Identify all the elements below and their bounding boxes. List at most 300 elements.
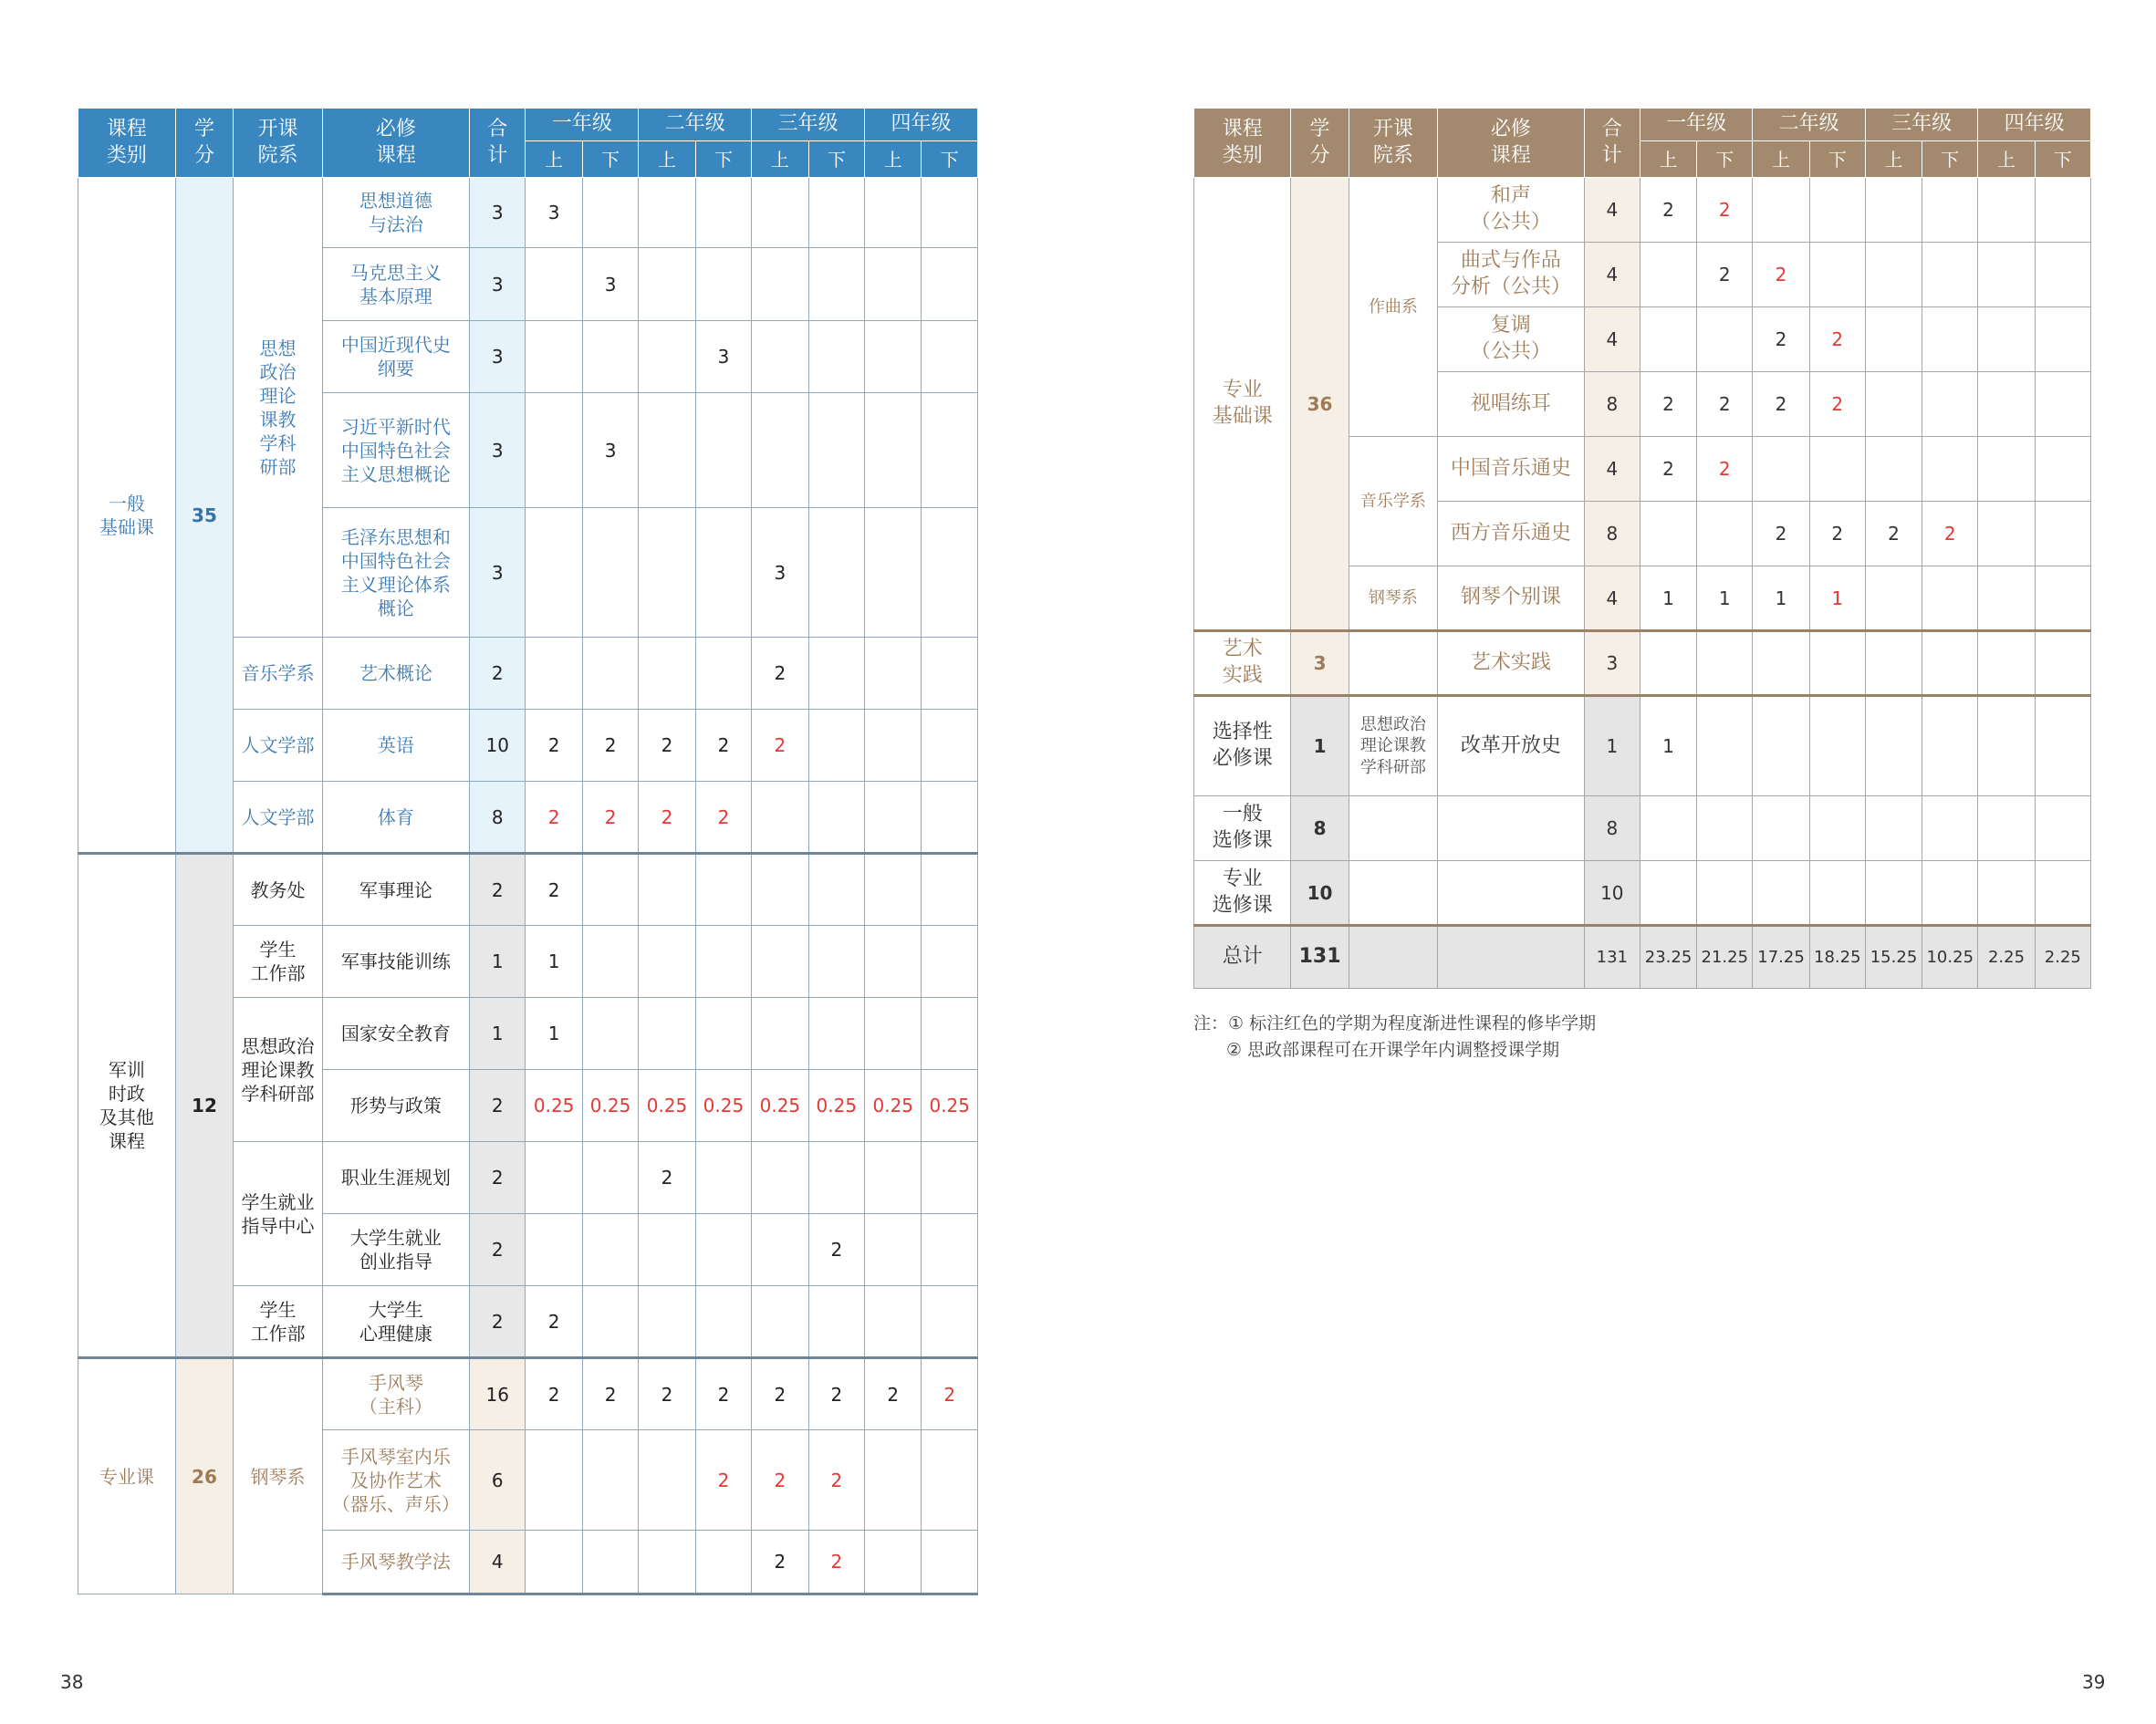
semester-cell — [1640, 796, 1696, 861]
course-cell: 大学生就业 创业指导 — [322, 1214, 469, 1286]
semester-cell — [639, 998, 695, 1070]
semester-cell: 2 — [582, 710, 638, 782]
summary-semester-cell: 23.25 — [1640, 926, 1696, 989]
summary-semester-cell: 15.25 — [1865, 926, 1922, 989]
course-cell: 手风琴教学法 — [322, 1531, 469, 1594]
semester-cell — [582, 178, 638, 248]
header-semester-6: 下 — [808, 141, 864, 178]
semester-cell: 3 — [582, 248, 638, 321]
semester-cell — [1865, 696, 1922, 796]
summary-semester-cell: 21.25 — [1697, 926, 1753, 989]
dept-cell — [1349, 796, 1437, 861]
semester-cell — [1697, 502, 1753, 566]
semester-cell — [2035, 566, 2090, 631]
semester-cell — [808, 508, 864, 638]
semester-cell — [2035, 696, 2090, 796]
semester-cell — [1697, 796, 1753, 861]
semester-cell — [1753, 861, 1809, 926]
semester-cell: 2 — [582, 782, 638, 854]
header-dept: 开课 院系 — [1349, 109, 1437, 178]
summary-semester-cell: 18.25 — [1809, 926, 1865, 989]
header-semester-4: 下 — [695, 141, 751, 178]
semester-cell — [865, 782, 922, 854]
total-cell: 3 — [469, 393, 525, 508]
semester-cell: 2 — [695, 1430, 751, 1531]
semester-cell: 0.25 — [752, 1070, 808, 1142]
semester-cell — [582, 926, 638, 998]
semester-cell — [1809, 796, 1865, 861]
semester-cell — [1753, 796, 1809, 861]
credit-cell: 12 — [175, 854, 233, 1358]
semester-cell — [922, 782, 978, 854]
course-cell: 曲式与作品 分析（公共） — [1438, 243, 1585, 307]
semester-cell — [1978, 502, 2035, 566]
semester-cell: 2 — [1865, 502, 1922, 566]
semester-cell — [1640, 502, 1696, 566]
semester-cell — [922, 854, 978, 926]
semester-cell — [752, 926, 808, 998]
semester-cell — [752, 1286, 808, 1358]
total-cell: 3 — [469, 178, 525, 248]
semester-cell — [526, 638, 582, 710]
semester-cell — [865, 1531, 922, 1594]
header-year-4: 四年级 — [1978, 109, 2091, 141]
total-cell: 4 — [1584, 566, 1640, 631]
semester-cell — [1978, 243, 2035, 307]
semester-cell — [582, 321, 638, 393]
total-cell: 4 — [1584, 437, 1640, 502]
dept-cell: 作曲系 — [1349, 178, 1437, 437]
semester-cell — [1809, 696, 1865, 796]
credit-cell: 3 — [1291, 631, 1349, 696]
total-cell: 4 — [469, 1531, 525, 1594]
semester-cell: 0.25 — [582, 1070, 638, 1142]
semester-cell — [639, 1430, 695, 1531]
semester-cell — [1697, 631, 1753, 696]
semester-cell: 2 — [752, 638, 808, 710]
summary-semester-cell: 17.25 — [1753, 926, 1809, 989]
course-cell: 和声 （公共） — [1438, 178, 1585, 243]
semester-cell — [526, 508, 582, 638]
course-cell: 国家安全教育 — [322, 998, 469, 1070]
header-total: 合 计 — [1584, 109, 1640, 178]
semester-cell — [695, 248, 751, 321]
total-cell: 8 — [1584, 502, 1640, 566]
semester-cell — [752, 1142, 808, 1214]
header-semester-2: 下 — [582, 141, 638, 178]
semester-cell: 1 — [1697, 566, 1753, 631]
semester-cell — [2035, 372, 2090, 437]
summary-label: 总计 — [1194, 926, 1291, 989]
dept-cell: 教务处 — [234, 854, 323, 926]
semester-cell — [582, 508, 638, 638]
category-cell: 专业 基础课 — [1194, 178, 1291, 631]
header-semester-2: 下 — [1697, 141, 1753, 178]
curriculum-table-left — [78, 108, 978, 1595]
semester-cell — [922, 1214, 978, 1286]
course-cell: 大学生 心理健康 — [322, 1286, 469, 1358]
semester-cell — [526, 1531, 582, 1594]
semester-cell — [526, 1214, 582, 1286]
summary-credit: 131 — [1291, 926, 1349, 989]
semester-cell — [1697, 861, 1753, 926]
dept-cell: 钢琴系 — [1349, 566, 1437, 631]
semester-cell — [808, 854, 864, 926]
semester-cell — [1809, 437, 1865, 502]
header-course: 必修 课程 — [1438, 109, 1585, 178]
total-cell: 2 — [469, 1142, 525, 1214]
semester-cell — [1922, 796, 1978, 861]
semester-cell — [1922, 178, 1978, 243]
total-cell: 1 — [1584, 696, 1640, 796]
semester-cell: 3 — [695, 321, 751, 393]
semester-cell: 2 — [752, 1531, 808, 1594]
header-credit: 学 分 — [1291, 109, 1349, 178]
semester-cell: 3 — [582, 393, 638, 508]
total-cell: 1 — [469, 998, 525, 1070]
header-semester-3: 上 — [639, 141, 695, 178]
semester-cell — [1809, 631, 1865, 696]
dept-cell: 人文学部 — [234, 710, 323, 782]
semester-cell: 2 — [1753, 372, 1809, 437]
semester-cell — [752, 248, 808, 321]
total-cell: 4 — [1584, 178, 1640, 243]
semester-cell — [808, 248, 864, 321]
semester-cell — [1922, 696, 1978, 796]
total-cell: 2 — [469, 638, 525, 710]
footnote-line-2: ② 思政部课程可在开课学年内调整授课学期 — [1226, 1040, 1560, 1060]
course-cell: 中国音乐通史 — [1438, 437, 1585, 502]
header-category: 课程 类别 — [78, 109, 176, 178]
semester-cell — [865, 508, 922, 638]
semester-cell: 0.25 — [526, 1070, 582, 1142]
course-cell: 军事技能训练 — [322, 926, 469, 998]
total-cell: 10 — [1584, 861, 1640, 926]
category-cell: 选择性 必修课 — [1194, 696, 1291, 796]
dept-cell: 思想政治 理论课教 学科研部 — [234, 998, 323, 1142]
semester-cell — [1922, 243, 1978, 307]
semester-cell — [639, 1531, 695, 1594]
course-cell: 习近平新时代 中国特色社会 主义思想概论 — [322, 393, 469, 508]
semester-cell — [526, 1142, 582, 1214]
course-cell: 马克思主义 基本原理 — [322, 248, 469, 321]
semester-cell: 2 — [695, 710, 751, 782]
semester-cell: 2 — [639, 782, 695, 854]
category-cell: 专业 选修课 — [1194, 861, 1291, 926]
semester-cell — [695, 998, 751, 1070]
semester-cell: 1 — [526, 926, 582, 998]
total-cell: 3 — [469, 508, 525, 638]
semester-cell — [1978, 796, 2035, 861]
semester-cell — [1978, 307, 2035, 372]
semester-cell — [695, 638, 751, 710]
semester-cell: 2 — [1697, 243, 1753, 307]
course-cell: 英语 — [322, 710, 469, 782]
semester-cell — [1922, 631, 1978, 696]
dept-cell: 音乐学系 — [234, 638, 323, 710]
total-cell: 2 — [469, 1214, 525, 1286]
semester-cell: 2 — [695, 782, 751, 854]
semester-cell — [1809, 861, 1865, 926]
footnote-line-1: 注：① 标注红色的学期为程度渐进性课程的修毕学期 — [1193, 1013, 1597, 1033]
semester-cell — [639, 638, 695, 710]
semester-cell — [865, 1430, 922, 1531]
semester-cell — [922, 248, 978, 321]
course-cell: 形势与政策 — [322, 1070, 469, 1142]
header-semester-5: 上 — [1865, 141, 1922, 178]
semester-cell — [695, 1286, 751, 1358]
semester-cell: 2 — [526, 854, 582, 926]
semester-cell — [1978, 861, 2035, 926]
semester-cell: 2 — [752, 1430, 808, 1531]
semester-cell — [1697, 696, 1753, 796]
total-cell: 10 — [469, 710, 525, 782]
semester-cell: 0.25 — [639, 1070, 695, 1142]
semester-cell — [1865, 631, 1922, 696]
semester-cell — [1978, 631, 2035, 696]
semester-cell — [2035, 631, 2090, 696]
semester-cell — [1978, 566, 2035, 631]
semester-cell — [865, 926, 922, 998]
course-cell: 视唱练耳 — [1438, 372, 1585, 437]
semester-cell — [922, 926, 978, 998]
semester-cell — [639, 248, 695, 321]
semester-cell — [2035, 861, 2090, 926]
semester-cell — [752, 178, 808, 248]
semester-cell — [752, 854, 808, 926]
semester-cell — [1865, 372, 1922, 437]
course-cell — [1438, 861, 1585, 926]
table-row — [78, 854, 978, 926]
semester-cell — [752, 393, 808, 508]
semester-cell: 1 — [1753, 566, 1809, 631]
semester-cell — [1865, 307, 1922, 372]
semester-cell: 2 — [1640, 178, 1696, 243]
semester-cell — [526, 1430, 582, 1531]
semester-cell — [582, 1286, 638, 1358]
semester-cell — [865, 1286, 922, 1358]
total-cell: 8 — [1584, 796, 1640, 861]
header-semester-1: 上 — [526, 141, 582, 178]
course-cell: 体育 — [322, 782, 469, 854]
header-semester-6: 下 — [1922, 141, 1978, 178]
dept-cell: 思想 政治 理论 课教 学科 研部 — [234, 178, 323, 638]
semester-cell — [865, 998, 922, 1070]
summary-semester-cell: 2.25 — [1978, 926, 2035, 989]
summary-semester-cell: 10.25 — [1922, 926, 1978, 989]
total-cell: 4 — [1584, 243, 1640, 307]
header-year-4: 四年级 — [865, 109, 978, 141]
semester-cell — [752, 998, 808, 1070]
category-cell: 一般 基础课 — [78, 178, 176, 854]
semester-cell — [582, 1531, 638, 1594]
semester-cell — [865, 710, 922, 782]
credit-cell: 1 — [1291, 696, 1349, 796]
semester-cell — [526, 248, 582, 321]
semester-cell: 2 — [695, 1358, 751, 1430]
total-cell: 2 — [469, 854, 525, 926]
semester-cell — [695, 1531, 751, 1594]
header-year-2: 二年级 — [1753, 109, 1865, 141]
category-cell: 军训 时政 及其他 课程 — [78, 854, 176, 1358]
header-dept: 开课 院系 — [234, 109, 323, 178]
dept-cell: 学生就业 指导中心 — [234, 1142, 323, 1286]
semester-cell — [1922, 307, 1978, 372]
credit-cell: 8 — [1291, 796, 1349, 861]
semester-cell — [2035, 796, 2090, 861]
dept-cell: 学生 工作部 — [234, 926, 323, 998]
semester-cell — [808, 638, 864, 710]
semester-cell: 3 — [526, 178, 582, 248]
semester-cell — [922, 1531, 978, 1594]
semester-cell — [808, 321, 864, 393]
semester-cell: 2 — [639, 1358, 695, 1430]
semester-cell — [2035, 178, 2090, 243]
table-row — [1194, 796, 2091, 861]
semester-cell — [639, 178, 695, 248]
total-cell: 8 — [469, 782, 525, 854]
course-cell: 复调 （公共） — [1438, 307, 1585, 372]
semester-cell — [1753, 437, 1809, 502]
semester-cell — [865, 248, 922, 321]
semester-cell — [752, 1214, 808, 1286]
header-semester-7: 上 — [1978, 141, 2035, 178]
header-category: 课程 类别 — [1194, 109, 1291, 178]
semester-cell — [1922, 372, 1978, 437]
total-cell: 3 — [469, 321, 525, 393]
semester-cell — [752, 782, 808, 854]
semester-cell: 2 — [526, 710, 582, 782]
semester-cell — [922, 321, 978, 393]
total-cell: 16 — [469, 1358, 525, 1430]
semester-cell — [695, 508, 751, 638]
summary-row — [1194, 926, 2091, 989]
semester-cell — [752, 321, 808, 393]
semester-cell: 2 — [1809, 307, 1865, 372]
semester-cell: 2 — [1697, 372, 1753, 437]
semester-cell — [526, 393, 582, 508]
semester-cell — [922, 393, 978, 508]
category-cell: 艺术 实践 — [1194, 631, 1291, 696]
header-semester-8: 下 — [922, 141, 978, 178]
semester-cell — [865, 1142, 922, 1214]
dept-cell: 钢琴系 — [234, 1358, 323, 1594]
credit-cell: 36 — [1291, 178, 1349, 631]
course-cell: 改革开放史 — [1438, 696, 1585, 796]
semester-cell — [695, 178, 751, 248]
curriculum-table-right — [1193, 108, 2091, 989]
semester-cell — [582, 998, 638, 1070]
semester-cell — [865, 321, 922, 393]
course-cell: 钢琴个别课 — [1438, 566, 1585, 631]
semester-cell: 2 — [752, 1358, 808, 1430]
header-semester-3: 上 — [1753, 141, 1809, 178]
semester-cell: 0.25 — [808, 1070, 864, 1142]
semester-cell — [582, 854, 638, 926]
semester-cell: 2 — [526, 1358, 582, 1430]
semester-cell — [1865, 796, 1922, 861]
total-cell: 3 — [1584, 631, 1640, 696]
course-cell: 手风琴室内乐 及协作艺术 （器乐、声乐） — [322, 1430, 469, 1531]
semester-cell — [639, 508, 695, 638]
semester-cell — [922, 638, 978, 710]
semester-cell — [1640, 631, 1696, 696]
semester-cell — [808, 926, 864, 998]
semester-cell — [865, 1214, 922, 1286]
semester-cell — [865, 638, 922, 710]
semester-cell — [1809, 178, 1865, 243]
header-semester-1: 上 — [1640, 141, 1696, 178]
semester-cell — [1922, 566, 1978, 631]
semester-cell — [2035, 437, 2090, 502]
header-semester-8: 下 — [2035, 141, 2090, 178]
semester-cell: 2 — [808, 1430, 864, 1531]
semester-cell — [639, 1214, 695, 1286]
semester-cell — [582, 638, 638, 710]
page-number-right: 39 — [2082, 1671, 2106, 1693]
semester-cell — [1865, 566, 1922, 631]
header-year-3: 三年级 — [752, 109, 865, 141]
semester-cell: 2 — [1640, 372, 1696, 437]
semester-cell — [695, 1142, 751, 1214]
semester-cell: 2 — [639, 1142, 695, 1214]
semester-cell — [1865, 437, 1922, 502]
semester-cell — [639, 393, 695, 508]
semester-cell: 3 — [752, 508, 808, 638]
total-cell: 1 — [469, 926, 525, 998]
semester-cell: 0.25 — [865, 1070, 922, 1142]
course-cell: 中国近现代史 纲要 — [322, 321, 469, 393]
semester-cell — [639, 854, 695, 926]
semester-cell: 2 — [1922, 502, 1978, 566]
semester-cell — [1978, 178, 2035, 243]
semester-cell: 2 — [808, 1214, 864, 1286]
dept-cell: 学生 工作部 — [234, 1286, 323, 1358]
semester-cell: 2 — [1753, 243, 1809, 307]
course-cell: 思想道德 与法治 — [322, 178, 469, 248]
semester-cell — [1697, 307, 1753, 372]
semester-cell: 2 — [1809, 502, 1865, 566]
table-row — [1194, 861, 2091, 926]
dept-cell: 思想政治 理论课教 学科研部 — [1349, 696, 1437, 796]
semester-cell — [1753, 631, 1809, 696]
semester-cell — [808, 998, 864, 1070]
semester-cell — [1809, 243, 1865, 307]
semester-cell: 2 — [526, 1286, 582, 1358]
semester-cell — [1640, 307, 1696, 372]
dept-cell — [1349, 631, 1437, 696]
semester-cell — [865, 854, 922, 926]
course-cell: 职业生涯规划 — [322, 1142, 469, 1214]
semester-cell — [1922, 437, 1978, 502]
course-cell: 军事理论 — [322, 854, 469, 926]
semester-cell — [808, 178, 864, 248]
semester-cell — [1865, 178, 1922, 243]
table-row — [78, 178, 978, 248]
credit-cell: 26 — [175, 1358, 233, 1594]
page-number-left: 38 — [60, 1671, 84, 1693]
semester-cell — [1753, 178, 1809, 243]
semester-cell — [695, 926, 751, 998]
semester-cell — [808, 393, 864, 508]
header-year-3: 三年级 — [1865, 109, 1977, 141]
semester-cell: 2 — [582, 1358, 638, 1430]
semester-cell: 1 — [1809, 566, 1865, 631]
semester-cell: 0.25 — [695, 1070, 751, 1142]
dept-cell — [1349, 861, 1437, 926]
semester-cell — [2035, 307, 2090, 372]
total-cell: 4 — [1584, 307, 1640, 372]
